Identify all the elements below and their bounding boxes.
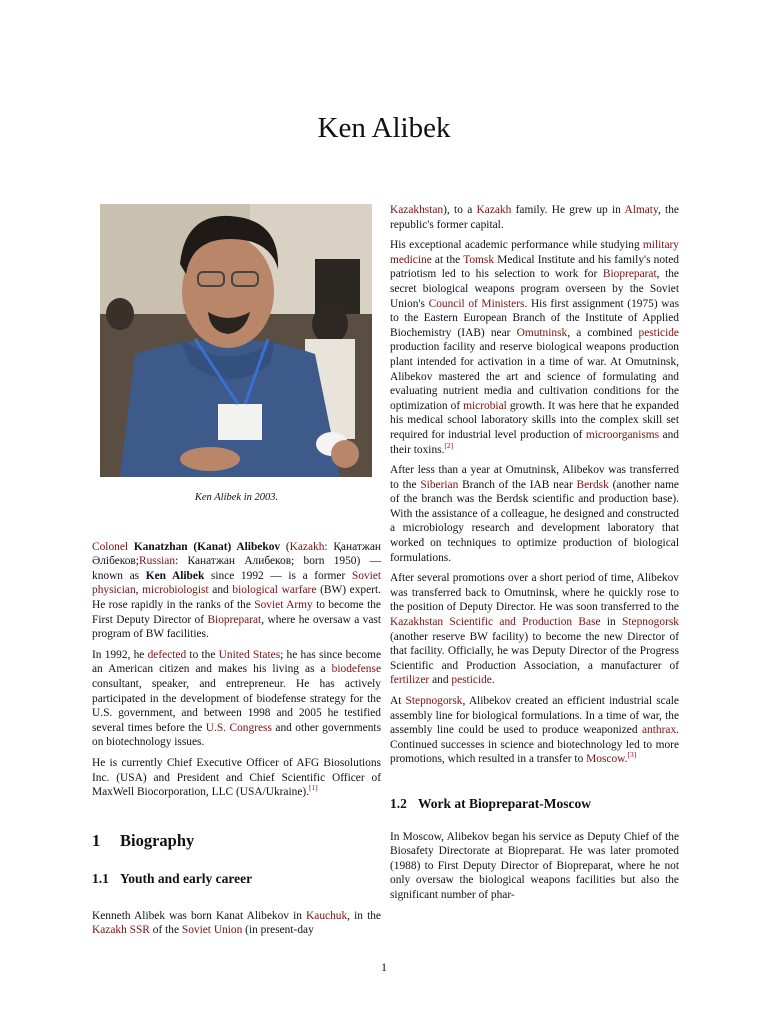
text: . [491,674,495,687]
link-berdsk[interactable]: Berdsk [576,478,609,491]
subsection-title: Work at Biopreparat-Moscow [418,795,591,811]
intro-paragraph [92,540,381,642]
reference-2[interactable]: [2] [444,440,454,450]
link-kazakh-ssr[interactable]: Kazakh SSR [92,924,150,937]
text: and [208,584,233,597]
portrait-photo [100,204,372,477]
academic-paragraph [390,238,679,457]
text: After less than a year at Omutninsk, Alibekov was transferred to the [390,464,679,491]
page-number: 1 [381,960,387,974]
link-tomsk[interactable]: Tomsk [463,253,495,266]
family-paragraph [390,203,679,232]
left-column [92,203,381,944]
link-microorganisms[interactable]: microorganisms [585,428,660,441]
defection-paragraph [92,648,381,750]
link-soviet-army[interactable]: Soviet Army [254,598,313,611]
page-title: Ken Alibek [317,112,451,144]
portrait-image-icon [100,204,372,477]
subsection-heading-youth [92,872,381,887]
stepnogorsk-paragraph [390,694,679,767]
link-anthrax[interactable]: anthrax [641,724,677,737]
text: growth. It was here that he expanded his medical school laboratory skills into the complex skill set required for industrial level production of [390,399,679,441]
text: At [390,695,406,707]
text: : Қанатжан Әлібеков; [92,540,381,568]
link-omutninsk[interactable]: Omutninsk [516,326,568,339]
text: . [624,753,628,766]
text: , in the [347,909,381,922]
link-biological-warfare[interactable]: biological warfare [232,584,317,597]
caption-name: Ken Alibek [194,492,242,503]
text: In 1992, he [92,648,148,661]
caption-year: in 2003. [241,492,279,503]
text: , where he oversaw a vast program of BW facilities. [92,613,381,641]
section-number: 1 [92,830,101,850]
link-pesticide[interactable]: pesticide [638,326,679,339]
link-russian-language[interactable]: Russian [138,555,176,568]
link-moscow[interactable]: Moscow [586,753,625,766]
text: Kenneth Alibek was born Kanat Alibekov in [92,909,307,922]
text: (another name of the branch was the Berdsk scientific and production base). With the assistance of a colleague, he designed and constructed a microbiology research and development laboratory that worked on techniques to optimize production of biological formulations. [390,478,679,564]
known-name: Ken Alibek [145,569,205,582]
text: , the secret biological weapons program overseen by the Soviet Union's [390,268,679,310]
subsection-title: Youth and early career [120,871,253,887]
text: of the [149,924,182,937]
text: at the [431,253,464,266]
link-military-medicine[interactable]: military medicine [390,239,679,266]
text: (another reserve BW facility) to become the new Director of that facility. Officially, he was Deputy Director of the Progress Scientific and Production Association, a manufacturer of [390,630,679,672]
link-us-congress[interactable]: U.S. Congress [205,721,272,734]
link-kazakhstan-scientific-base[interactable]: Kazakhstan Scientific and Production Base [390,616,601,629]
text: and [429,674,452,687]
text: . Continued successes in science and biotechnology led to more promotions, which resulted in a transfer to [390,724,679,766]
text: , [135,584,143,597]
text: , Alibekov created an efficient industrial scale assembly line for biological formulations. In a time of war, the assembly line could be used to produce weaponized [390,695,679,737]
text: After several promotions over a short period of time, Alibekov was transferred back to Omutninsk, where he quickly rose to the position of Deputy Director. He was soon transferred to the [390,572,679,614]
text: consultant, speaker, and entrepreneur. He has actively participated in the development of biodefense strategy for the U.S. government, and between 1998 and 2005 he testified several times before the [92,677,381,734]
link-soviet-union[interactable]: Soviet Union [181,924,243,937]
link-colonel[interactable]: Colonel [92,540,129,553]
link-pesticide-2[interactable]: pesticide [451,674,492,687]
subject-name: Kanatzhan (Kanat) Alibekov [133,540,281,553]
figure-caption [92,491,381,506]
link-biopreparat-2[interactable]: Biopreparat [602,268,657,281]
text: since 1992 — is a former [204,569,352,582]
text: Branch of the IAB near [458,478,577,491]
link-kazakh-language[interactable]: Kazakh [289,540,325,553]
link-microbial[interactable]: microbial [463,399,507,412]
subsection-number: 1.1 [92,871,109,887]
text: In Moscow, Alibekov began his service as Deputy Chief of the Biosafety Directorate at Biopreparat. He was later promoted (1988) to First Deputy Director of Biopreparat, where he not only oversaw the biological weapons facilities but also the significant number of phar- [390,830,679,901]
link-stepnogorsk[interactable]: Stepnogorsk [622,616,679,629]
right-column [390,203,679,909]
link-fertilizer[interactable]: fertilizer [390,674,430,687]
reference-3[interactable]: [3] [627,750,637,760]
text: in [600,616,623,629]
promotions-paragraph [390,571,679,688]
link-biodefense[interactable]: biodefense [331,663,381,676]
text: and their toxins. [390,428,679,456]
text: He is currently Chief Executive Officer of AFG Biosolutions Inc. (USA) and President and Chief Scientific Officer of MaxWell Biocorporation, LLC (USA/Ukraine). [92,756,381,799]
link-soviet-physician[interactable]: Soviet physician [92,569,381,597]
text: , a combined [567,326,639,339]
link-almaty[interactable]: Almaty [624,204,658,216]
text: ), to a [443,204,477,216]
text: and other governments on biotechnology issues. [92,721,381,749]
current-role-paragraph [92,756,381,800]
siberian-paragraph [390,463,679,565]
link-kauchuk[interactable]: Kauchuk [306,909,348,922]
text: Medical Institute and his family's noted patriotism led to his selection to work for [390,253,679,281]
text: , the republic's former capital. [390,204,679,231]
text: production facility and reserve biological weapons production plant intended for activation in a time of war. At Omutninsk, Alibekov mastered the art and science of formulating and evaluating nutrient media and cultivation conditions for the optimization of [390,341,679,412]
link-siberian[interactable]: Siberian [420,478,459,491]
link-kazakh[interactable]: Kazakh [476,204,512,216]
text: (in present-day [242,924,314,937]
subsection-number: 1.2 [390,795,407,811]
text: ( [280,540,290,553]
link-stepnogorsk-2[interactable]: Stepnogorsk [405,695,463,707]
moscow-paragraph [390,830,679,903]
link-biopreparat[interactable]: Biopreparat [207,613,262,626]
text: ; he has since become an American citizen and makes his living as a [92,648,381,676]
link-kazakhstan[interactable]: Kazakhstan [390,204,444,216]
text: to become the First Deputy Director of [92,598,381,626]
text: family. He grew up in [511,204,625,216]
text: (BW) expert. He rose rapidly in the ranks of the [92,584,381,611]
link-united-states[interactable]: United States [218,648,281,661]
reference-1[interactable]: [1] [309,783,318,793]
link-council-of-ministers[interactable]: Council of Ministers [428,297,525,310]
text: His exceptional academic performance while studying [390,239,643,252]
subsection-heading-moscow [390,797,679,812]
text: . His first assignment (1975) was to the Eastern European Branch of the Institute of Applied Biochemistry (IAB) near [390,297,679,339]
birth-paragraph [92,909,381,938]
link-defected[interactable]: defected [147,648,187,661]
link-microbiologist[interactable]: microbiologist [142,584,209,597]
text: : Канатжан Алибеков; born 1950) — known as [92,555,381,582]
section-title: Biography [120,830,195,850]
section-heading-biography [92,830,381,850]
text: to the [186,648,219,661]
